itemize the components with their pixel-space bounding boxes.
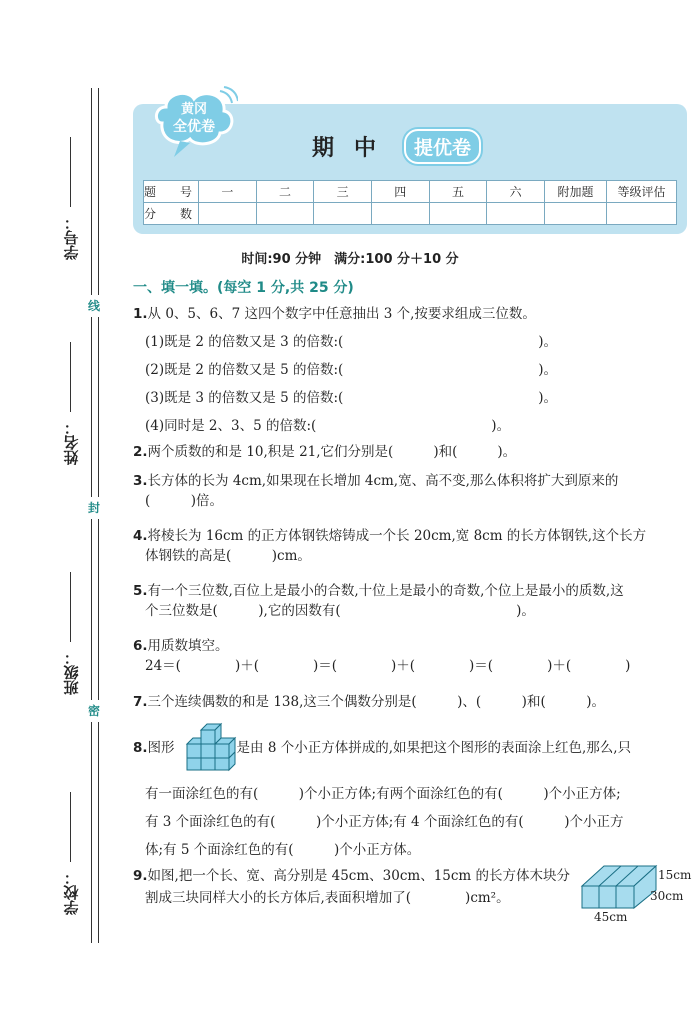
score-cell[interactable] <box>429 203 487 225</box>
score-header-cell: 附加题 <box>545 181 607 203</box>
school-label: 学校： <box>62 870 81 916</box>
question-3 <box>133 471 693 511</box>
student-id-label: 学号： <box>62 215 81 261</box>
question-text: 三个连续偶数的和是 138,这三个偶数分别是( )、( )和( )。 <box>147 694 605 710</box>
score-cell[interactable] <box>545 203 607 225</box>
question-text: 有一面涂红色的有( )个小正方体;有两个面涂红色的有( )个小正方体; <box>145 786 621 802</box>
width-label: 30cm <box>650 889 684 903</box>
question-6 <box>133 636 693 676</box>
score-row-label: 分 数 <box>144 203 199 225</box>
question-text: (4)同时是 2、3、5 的倍数:( <box>145 418 317 434</box>
question-text: (1)既是 2 的倍数又是 3 的倍数:( <box>145 334 344 350</box>
class-label: 班级： <box>62 650 81 696</box>
school-field <box>58 775 84 925</box>
question-text: 两个质数的和是 10,积是 21,它们分别是( <box>147 444 394 460</box>
question-text: 有 3 个面涂红色的有( )个小正方体;有 4 个面涂红色的有( )个小正方 <box>145 814 624 830</box>
question-number: 7. <box>133 694 148 710</box>
question-number: 9. <box>133 868 148 884</box>
question-text: )。 <box>538 334 558 350</box>
question-1-part-3 <box>145 388 557 408</box>
question-number: 2. <box>133 444 148 460</box>
score-cell[interactable] <box>607 203 677 225</box>
question-text: )。 <box>497 444 517 460</box>
name-label: 姓名： <box>62 420 81 466</box>
question-text: 割成三块同样大小的长方体后,表面积增加了( )cm²。 <box>145 890 510 906</box>
answer-blank[interactable] <box>343 388 538 402</box>
brand-logo <box>150 83 238 163</box>
seal-char: 封 <box>85 497 103 519</box>
section-heading: 一、填一填。(每空 1 分,共 25 分) <box>133 280 354 296</box>
score-header-cell: 四 <box>371 181 429 203</box>
question-text: 长方体的长为 4cm,如果现在长增加 4cm,宽、高不变,那么体积将扩大到原来的 <box>147 473 619 489</box>
question-1-part-1 <box>145 332 557 352</box>
title-badge: 提优卷 <box>404 129 481 164</box>
question-text: 有一个三位数,百位上是最小的合数,十位上是最小的奇数,个位上是最小的质数,这 <box>147 583 624 599</box>
score-table-header-row <box>144 181 677 203</box>
question-text: )。 <box>538 362 558 378</box>
score-table-row <box>144 203 677 225</box>
logo-line1: 黄冈 <box>180 102 208 117</box>
question-number: 1. <box>133 306 148 322</box>
question-text: 如图,把一个长、宽、高分别是 45cm、30cm、15cm 的长方体木块分 <box>147 868 571 884</box>
question-7 <box>133 692 693 712</box>
answer-blank[interactable] <box>316 416 491 430</box>
question-text: 图形 <box>147 740 175 756</box>
question-text: )和( <box>433 444 458 460</box>
score-cell[interactable] <box>487 203 545 225</box>
time-and-score-info: 时间:90 分钟 满分:100 分＋10 分 <box>241 252 459 267</box>
score-header-cell: 三 <box>314 181 372 203</box>
question-number: 5. <box>133 583 148 599</box>
score-header-cell: 二 <box>256 181 314 203</box>
seal-char: 线 <box>85 295 103 317</box>
score-cell[interactable] <box>314 203 372 225</box>
question-1 <box>133 304 693 324</box>
question-text: 是由 8 个小正方体拼成的,如果把这个图形的表面涂上红色,那么,只 <box>236 740 632 756</box>
question-text: (3)既是 3 的倍数又是 5 的倍数:( <box>145 390 344 406</box>
question-text: 个三位数是( ),它的因数有( )。 <box>145 603 535 619</box>
answer-blank[interactable] <box>343 332 538 346</box>
height-label: 15cm <box>658 868 692 882</box>
question-4 <box>133 526 693 566</box>
logo-line2: 全优卷 <box>173 119 215 135</box>
score-table <box>143 180 677 225</box>
score-header-cell: 五 <box>429 181 487 203</box>
seal-char: 密 <box>85 700 103 722</box>
question-number: 8. <box>133 740 148 756</box>
binding-margin <box>0 0 120 1011</box>
class-field <box>58 555 84 705</box>
question-text: )。 <box>538 390 558 406</box>
answer-blank[interactable] <box>343 360 538 374</box>
answer-blank[interactable] <box>393 442 433 456</box>
question-text: 将棱长为 16cm 的正方体钢铁熔铸成一个长 20cm,宽 8cm 的长方体钢铁,这个长方 <box>147 528 647 544</box>
title-main: 期中 <box>312 135 397 161</box>
question-1-part-4 <box>145 416 510 436</box>
score-cell[interactable] <box>199 203 257 225</box>
score-header-cell: 题 号 <box>144 181 199 203</box>
question-text: 从 0、5、6、7 这四个数字中任意抽出 3 个,按要求组成三位数。 <box>147 306 536 322</box>
name-field <box>58 325 84 475</box>
exam-title <box>312 128 532 164</box>
question-number: 6. <box>133 638 148 654</box>
question-text: )。 <box>491 418 511 434</box>
cuboid-figure <box>580 858 695 926</box>
question-5 <box>133 581 693 621</box>
score-cell[interactable] <box>371 203 429 225</box>
question-number: 4. <box>133 528 148 544</box>
question-number: 3. <box>133 473 148 489</box>
score-header-cell: 六 <box>487 181 545 203</box>
score-header-cell: 等级评估 <box>607 181 677 203</box>
question-text: (2)既是 2 的倍数又是 5 的倍数:( <box>145 362 344 378</box>
question-text: 用质数填空。 <box>147 638 229 654</box>
question-2 <box>133 442 693 462</box>
question-text: 体钢铁的高是( )cm。 <box>145 548 311 564</box>
question-8-continued <box>133 780 693 864</box>
answer-blank[interactable] <box>457 442 497 456</box>
score-cell[interactable] <box>256 203 314 225</box>
question-text: ( )倍。 <box>145 493 224 509</box>
question-text: 体;有 5 个面涂红色的有( )个小正方体。 <box>145 842 421 858</box>
cube-stack-figure <box>185 720 245 772</box>
length-label: 45cm <box>594 910 628 924</box>
question-text: 24＝( )＋( )＝( )＋( )＝( )＋( ) <box>145 658 631 674</box>
question-9 <box>133 865 573 909</box>
question-1-part-2 <box>145 360 557 380</box>
score-header-cell: 一 <box>199 181 257 203</box>
